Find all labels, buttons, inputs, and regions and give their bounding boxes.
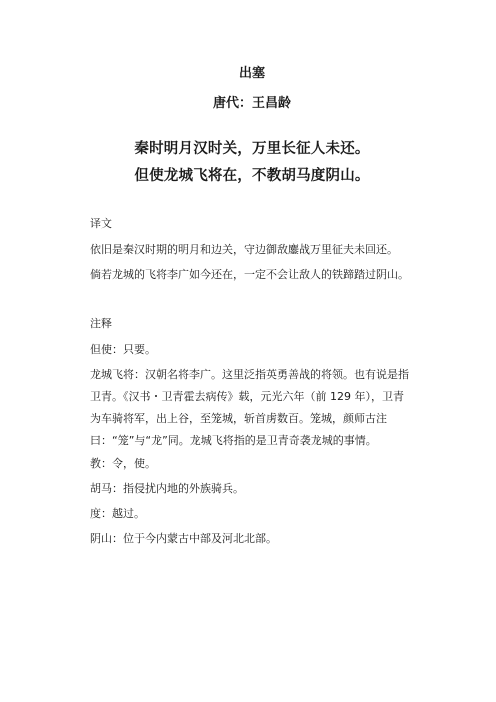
notes-heading: 注释 xyxy=(90,317,112,330)
note-item: 度：越过。 xyxy=(90,507,145,520)
note-item: 阴山：位于今内蒙古中部及河北北部。 xyxy=(90,532,277,545)
note-item: 但使：只要。 xyxy=(90,343,156,356)
note-item: 胡马：指侵扰内地的外族骑兵。 xyxy=(90,482,244,495)
section-spacer xyxy=(90,293,414,317)
poem-line-2: 但使龙城飞将在，不教胡马度阴山。 xyxy=(134,168,370,184)
poem-title: 出塞 xyxy=(238,66,265,81)
translation-heading: 译文 xyxy=(90,217,112,230)
note-item: 教：令，使。 xyxy=(90,457,156,470)
poem-author: 唐代：王昌龄 xyxy=(212,96,291,111)
translation-line-2: 倘若龙城的飞将李广如今还在，一定不会让敌人的铁蹄踏过阴山。 xyxy=(90,268,409,281)
poem-line-1: 秦时明月汉时关，万里长征人未还。 xyxy=(134,141,370,157)
note-item: 龙城飞将：汉朝名将李广。这里泛指英勇善战的将领。也有说是指卫青。《汉书・卫青霍去病传》载，元光六年（前 129 年），卫青为车骑将军，出上谷，至笼城，斩首虏数百。笼城，颜师古注曰：“笼”与“龙”同。龙城飞将指的是卫青奇袭龙城的事情。 xyxy=(90,368,409,447)
translation-line-1: 依旧是秦汉时期的明月和边关，守边御敌鏖战万里征夫未回还。 xyxy=(90,243,398,256)
